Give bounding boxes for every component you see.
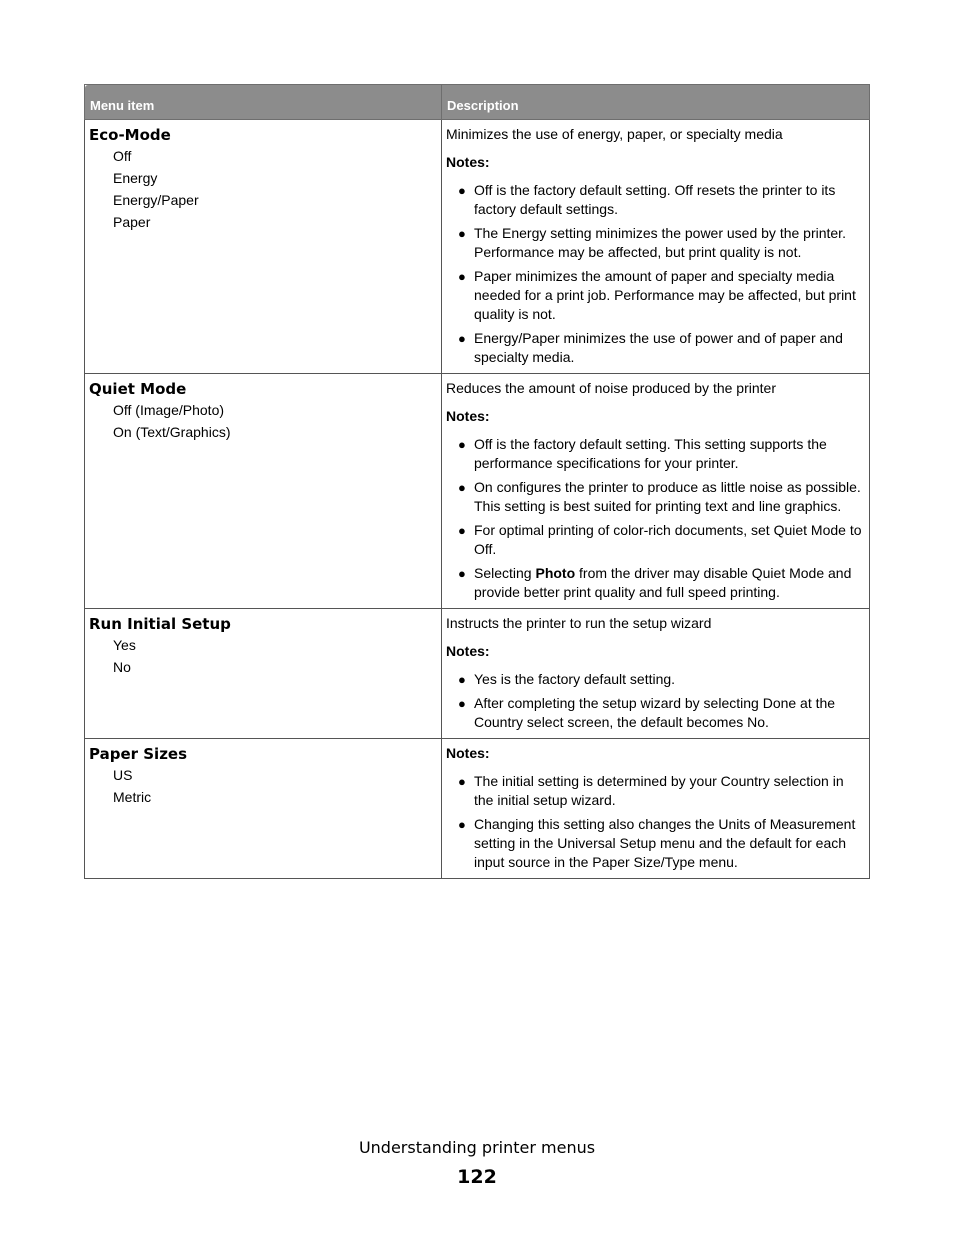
- menu-option: Yes: [113, 637, 136, 653]
- menu-table: [84, 84, 870, 879]
- note-item: [446, 181, 865, 219]
- note-item: [446, 694, 865, 732]
- note-text-before: Selecting: [474, 565, 536, 581]
- menu-option: Energy/Paper: [113, 192, 199, 208]
- bullet-icon: ●: [458, 817, 466, 832]
- menu-item-name: Quiet Mode: [89, 380, 187, 398]
- note-text: The initial setting is determined by your Country selection in the initial setup wizard.: [474, 773, 844, 808]
- note-item: [446, 521, 865, 559]
- note-text: Paper minimizes the amount of paper and specialty media needed for a print job. Performance may be affected, but print quality is not.: [474, 268, 856, 322]
- description-intro: Instructs the printer to run the setup wizard: [446, 615, 712, 631]
- note-text: The Energy setting minimizes the power used by the printer. Performance may be affected, but print quality is not.: [474, 225, 846, 260]
- notes-label: Notes:: [446, 408, 490, 424]
- notes-label: Notes:: [446, 643, 490, 659]
- menu-item-name: Run Initial Setup: [89, 615, 231, 633]
- bullet-icon: ●: [458, 672, 466, 687]
- description-intro: Reduces the amount of noise produced by the printer: [446, 380, 776, 396]
- note-item: [446, 224, 865, 262]
- menu-option: On (Text/Graphics): [113, 424, 231, 440]
- note-item: [446, 478, 865, 516]
- table-row: [85, 374, 870, 609]
- header-menu-item: Menu item: [85, 85, 442, 120]
- notes-label: Notes:: [446, 745, 490, 761]
- note-item: [446, 772, 865, 810]
- menu-item-cell: [85, 120, 442, 374]
- menu-option: Off (Image/Photo): [113, 402, 225, 418]
- note-text-bold: Photo: [535, 565, 576, 581]
- menu-item-cell: [85, 374, 442, 609]
- menu-item-cell: [85, 609, 442, 739]
- note-text: Changing this setting also changes the Units of Measurement setting in the Universal Setup menu and the default for each input source in the Paper Size/Type menu.: [474, 816, 856, 870]
- notes-list: [446, 435, 865, 602]
- note-text: For optimal printing of color-rich documents, set Quiet Mode to Off.: [474, 522, 862, 557]
- table-row: [85, 120, 870, 374]
- note-text: Off is the factory default setting. Off resets the printer to its factory default settings.: [474, 182, 836, 217]
- note-text: On configures the printer to produce as little noise as possible. This setting is best suited for printing text and line graphics.: [474, 479, 861, 514]
- bullet-icon: ●: [458, 437, 466, 452]
- menu-item-name: Eco-Mode: [89, 126, 171, 144]
- bullet-icon: ●: [458, 774, 466, 789]
- bullet-icon: ●: [458, 331, 466, 346]
- notes-list: [446, 670, 865, 732]
- table-row: [85, 609, 870, 739]
- description-intro: Minimizes the use of energy, paper, or specialty media: [446, 126, 783, 142]
- notes-list: [446, 772, 865, 872]
- menu-option: Off: [113, 148, 132, 164]
- bullet-icon: ●: [458, 226, 466, 241]
- description-cell: [442, 120, 870, 374]
- note-item: [446, 815, 865, 872]
- bullet-icon: ●: [458, 269, 466, 284]
- bullet-icon: ●: [458, 183, 466, 198]
- description-cell: [442, 609, 870, 739]
- menu-option: Metric: [113, 789, 152, 805]
- bullet-icon: ●: [458, 480, 466, 495]
- note-text: Off is the factory default setting. This setting supports the performance specifications for your printer.: [474, 436, 827, 471]
- note-text: After completing the setup wizard by selecting Done at the Country select screen, the default becomes No.: [474, 695, 836, 730]
- menu-option: Energy: [113, 170, 158, 186]
- notes-label: Notes:: [446, 154, 490, 170]
- description-cell: [442, 739, 870, 879]
- note-text: Energy/Paper minimizes the use of power and of paper and specialty media.: [474, 330, 843, 365]
- notes-list: [446, 181, 865, 367]
- menu-option: US: [113, 767, 133, 783]
- note-text-after: from the driver may disable Quiet Mode and provide better print quality and full speed printing.: [474, 565, 852, 600]
- note-item: [446, 267, 865, 324]
- page-number: 122: [457, 1166, 497, 1188]
- note-item: [446, 564, 865, 602]
- footer-title: Understanding printer menus: [358, 1138, 596, 1157]
- note-item: [446, 435, 865, 473]
- bullet-icon: ●: [458, 696, 466, 711]
- note-item: [446, 329, 865, 367]
- menu-option: No: [113, 659, 131, 675]
- bullet-icon: ●: [458, 566, 466, 581]
- note-text: Yes is the factory default setting.: [474, 671, 676, 687]
- table-row: [85, 739, 870, 879]
- bullet-icon: ●: [458, 523, 466, 538]
- note-item: [446, 670, 865, 689]
- header-description: Description: [442, 85, 870, 120]
- menu-option: Paper: [113, 214, 151, 230]
- description-cell: [442, 374, 870, 609]
- menu-item-cell: [85, 739, 442, 879]
- table-header-row: [85, 85, 870, 120]
- menu-item-name: Paper Sizes: [89, 745, 188, 763]
